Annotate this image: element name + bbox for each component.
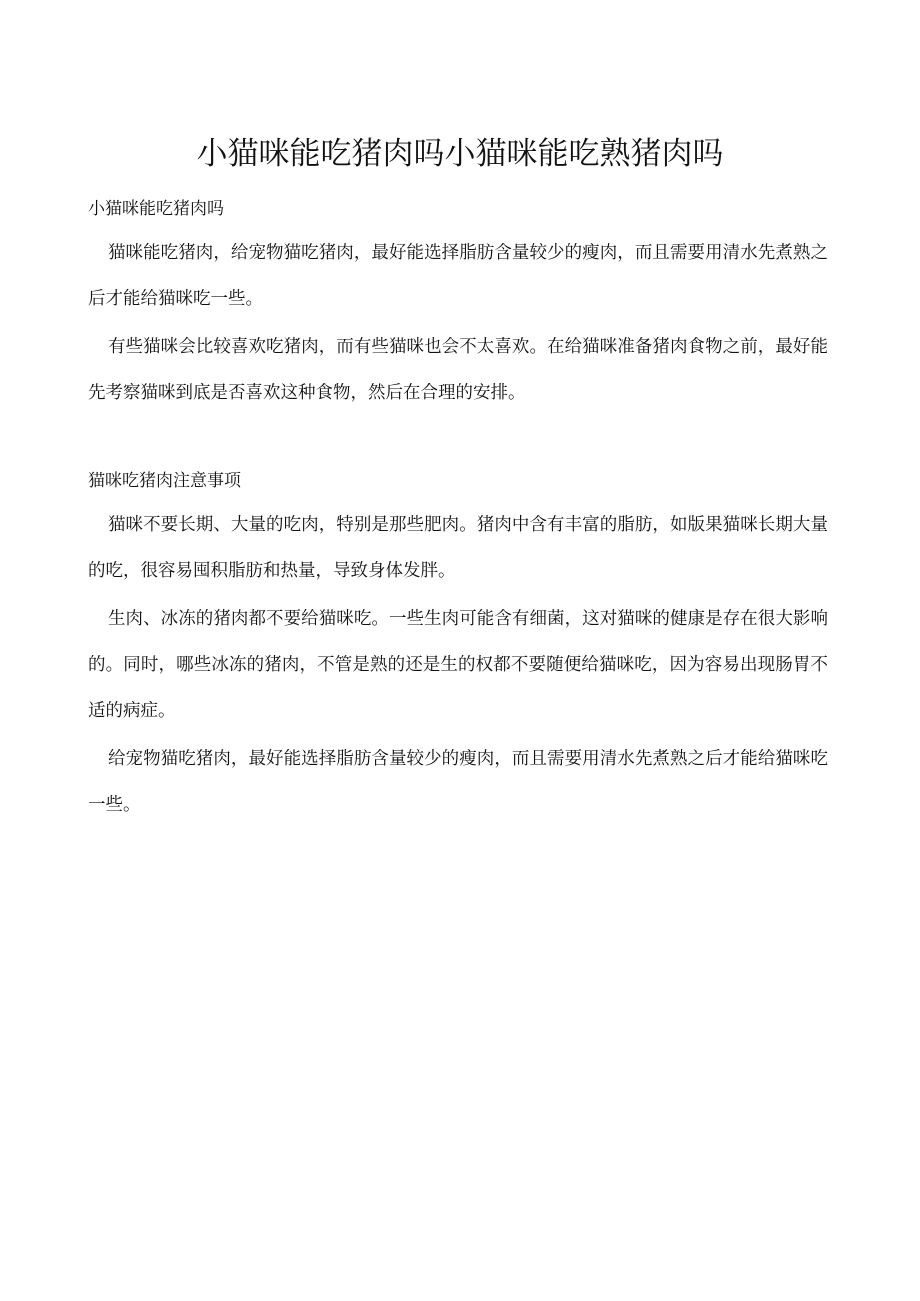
section-can-kitten-eat-pork	[88, 194, 828, 416]
paragraph: 有些猫咪会比较喜欢吃猪肉，而有些猫咪也会不太喜欢。在给猫咪准备猪肉食物之前，最好能先考察猫咪到底是否喜欢这种食物，然后在合理的安排。	[88, 337, 828, 403]
paragraph: 给宠物猫吃猪肉，最好能选择脂肪含量较少的瘦肉，而且需要用清水先煮熟之后才能给猫咪吃一些。	[88, 749, 828, 815]
section-heading: 小猫咪能吃猪肉吗	[88, 199, 224, 219]
paragraph: 生肉、冰冻的猪肉都不要给猫咪吃。一些生肉可能含有细菌，这对猫咪的健康是存在很大影响的。同时，哪些冰冻的猪肉，不管是熟的还是生的权都不要随便给猫咪吃，因为容易出现肠胃不适的病症。	[88, 609, 828, 721]
paragraph: 猫咪不要长期、大量的吃肉，特别是那些肥肉。猪肉中含有丰富的脂肪，如版果猫咪长期大量的吃，很容易囤积脂肪和热量，导致身体发胖。	[88, 515, 828, 581]
paragraph: 猫咪能吃猪肉，给宠物猫吃猪肉，最好能选择脂肪含量较少的瘦肉，而且需要用清水先煮熟之后才能给猫咪吃一些。	[88, 243, 828, 309]
document-title: 小猫咪能吃猪肉吗小猫咪能吃熟猪肉吗	[196, 136, 724, 172]
section-heading: 猫咪吃猪肉注意事项	[88, 471, 241, 491]
document-body	[88, 194, 828, 830]
section-pork-feeding-notes	[88, 466, 828, 828]
section-spacer	[88, 418, 828, 466]
